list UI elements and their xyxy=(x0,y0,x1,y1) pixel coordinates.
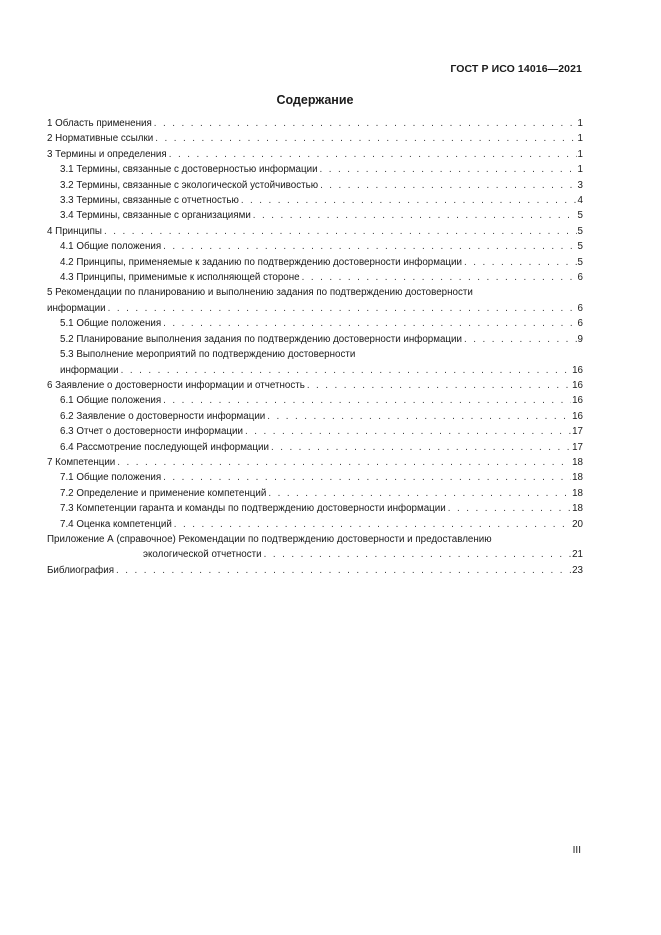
toc-entry[interactable] xyxy=(47,393,583,408)
toc-entry-label-line1[interactable]: Приложение А (справочное) Рекомендации по подтверждению достоверности и предоставлению xyxy=(47,533,492,545)
toc-entry-label: 6.3 Отчет о достоверности информации xyxy=(60,426,243,438)
toc-entry[interactable] xyxy=(47,440,583,455)
toc-entry-page: 16 xyxy=(572,364,583,376)
toc-entry[interactable] xyxy=(47,424,583,439)
toc-entry-label: 7.2 Определение и применение компетенций xyxy=(60,487,267,499)
toc-entry-label: 6.4 Рассмотрение последующей информации xyxy=(60,441,269,453)
toc-leader-dots xyxy=(271,440,571,455)
toc-entry[interactable] xyxy=(47,147,583,162)
toc-entry-page: 16 xyxy=(572,395,583,407)
toc-leader-dots xyxy=(154,116,577,131)
toc-leader-dots xyxy=(169,147,577,162)
toc-entry-page: 9 xyxy=(577,333,583,345)
toc-entry[interactable] xyxy=(47,378,583,393)
toc-entry-page: 4 xyxy=(577,195,583,207)
toc-entry-label: 5.2 Планирование выполнения задания по подтверждению достоверности информации xyxy=(60,333,462,345)
toc-entry-page: 5 xyxy=(577,225,583,237)
toc-entry-page: 1 xyxy=(577,118,583,129)
toc-entry-page: 17 xyxy=(572,441,583,453)
toc-entry-label: 2 Нормативные ссылки xyxy=(47,133,154,145)
toc-entry-page: 5 xyxy=(577,241,583,253)
toc-entry-label: информации xyxy=(60,364,119,376)
toc-entry[interactable] xyxy=(47,455,583,470)
toc-leader-dots xyxy=(253,208,577,223)
table-of-contents xyxy=(47,116,583,578)
page-number: III xyxy=(572,845,581,856)
toc-entry[interactable] xyxy=(47,162,583,177)
toc-entry-label: Библиография xyxy=(47,564,115,576)
toc-entry[interactable] xyxy=(47,131,583,146)
toc-entry-label: 3.2 Термины, связанные с экологической устойчивостью xyxy=(60,179,319,191)
toc-leader-dots xyxy=(241,193,577,208)
toc-entry-page: 18 xyxy=(572,472,583,484)
toc-entry-page: 16 xyxy=(572,379,583,391)
toc-entry[interactable] xyxy=(47,517,583,532)
toc-entry-page: 1 xyxy=(577,133,583,145)
toc-leader-dots xyxy=(302,270,577,285)
toc-entry[interactable] xyxy=(47,409,583,424)
toc-entry[interactable] xyxy=(47,239,583,254)
toc-leader-dots xyxy=(163,470,571,485)
toc-entry-page: 3 xyxy=(577,179,583,191)
toc-leader-dots xyxy=(117,455,571,470)
toc-leader-dots xyxy=(448,501,571,516)
toc-entry-page: 17 xyxy=(572,426,583,438)
toc-entry[interactable] xyxy=(47,270,583,285)
toc-entry-page: 6 xyxy=(577,318,583,330)
toc-leader-dots xyxy=(267,409,571,424)
toc-entry-page: 1 xyxy=(577,148,583,160)
toc-entry-page: 18 xyxy=(572,487,583,499)
toc-leader-dots xyxy=(116,563,571,578)
toc-leader-dots xyxy=(108,301,577,316)
toc-entry-label: 4.3 Принципы, применимые к исполняющей стороне xyxy=(60,272,300,284)
toc-entry-label: 6.2 Заявление о достоверности информации xyxy=(60,410,266,422)
toc-entry-label: 4.2 Принципы, применяемые к заданию по подтверждению достоверности информации xyxy=(60,256,462,268)
toc-entry-label-line1[interactable]: 5.3 Выполнение мероприятий по подтверждению достоверности xyxy=(60,349,356,361)
toc-entry-label: 7.4 Оценка компетенций xyxy=(60,518,172,530)
toc-leader-dots xyxy=(307,378,571,393)
toc-title: Содержание xyxy=(276,93,354,107)
toc-entry-page: 16 xyxy=(572,410,583,422)
toc-entry-label-line1[interactable]: 5 Рекомендации по планированию и выполнению задания по подтверждению достоверности xyxy=(47,287,473,299)
toc-leader-dots xyxy=(464,255,577,270)
toc-entry[interactable] xyxy=(47,178,583,193)
toc-entry-label: информации xyxy=(47,302,106,314)
toc-entry[interactable] xyxy=(47,208,583,223)
toc-entry-label: 3 Термины и определения xyxy=(47,148,167,160)
toc-entry[interactable] xyxy=(47,470,583,485)
toc-leader-dots xyxy=(264,547,572,562)
toc-leader-dots xyxy=(320,162,577,177)
toc-leader-dots xyxy=(104,224,577,239)
toc-entry[interactable] xyxy=(47,316,583,331)
toc-entry[interactable] xyxy=(47,301,583,316)
toc-entry[interactable] xyxy=(47,547,583,562)
toc-entry-label: 7.3 Компетенции гаранта и команды по подтверждению достоверности информации xyxy=(60,503,446,515)
toc-entry-page: 20 xyxy=(572,518,583,530)
toc-entry[interactable] xyxy=(47,563,583,578)
toc-leader-dots xyxy=(155,131,576,146)
toc-entry-label: 3.1 Термины, связанные с достоверностью информации xyxy=(60,164,318,176)
toc-entry-label: 5.1 Общие положения xyxy=(60,318,162,330)
toc-entry-page: 6 xyxy=(577,272,583,284)
toc-entry-label: 7.1 Общие положения xyxy=(60,472,162,484)
toc-entry[interactable] xyxy=(47,224,583,239)
toc-entry[interactable] xyxy=(47,332,583,347)
toc-entry-page: 6 xyxy=(577,302,583,314)
toc-entry-page: 5 xyxy=(577,256,583,268)
toc-entry-label: 1 Область применения xyxy=(47,118,152,129)
toc-entry[interactable] xyxy=(47,363,583,378)
toc-entry-page: 21 xyxy=(572,549,583,561)
toc-entry[interactable] xyxy=(47,193,583,208)
toc-entry-label: 7 Компетенции xyxy=(47,456,116,468)
toc-entry-label: 6 Заявление о достоверности информации и отчетность xyxy=(47,379,305,391)
toc-entry[interactable] xyxy=(47,116,583,131)
toc-leader-dots xyxy=(163,393,571,408)
toc-leader-dots xyxy=(464,332,577,347)
toc-entry-label: 6.1 Общие положения xyxy=(60,395,162,407)
toc-entry[interactable] xyxy=(47,486,583,501)
document-code: ГОСТ Р ИСО 14016—2021 xyxy=(450,63,582,75)
toc-leader-dots xyxy=(121,363,572,378)
toc-entry-label: 4 Принципы xyxy=(47,225,102,237)
toc-entry[interactable] xyxy=(47,501,583,516)
toc-entry[interactable] xyxy=(47,255,583,270)
toc-entry-page: 1 xyxy=(577,164,583,176)
toc-entry-page: 18 xyxy=(572,456,583,468)
toc-entry-page: 5 xyxy=(577,210,583,222)
toc-entry-page: 23 xyxy=(572,564,583,576)
toc-leader-dots xyxy=(163,316,576,331)
toc-leader-dots xyxy=(268,486,571,501)
toc-leader-dots xyxy=(163,239,576,254)
toc-leader-dots xyxy=(174,517,571,532)
toc-entry-label: 3.3 Термины, связанные с отчетностью xyxy=(60,195,239,207)
toc-entry-label: 3.4 Термины, связанные с организациями xyxy=(60,210,251,222)
toc-leader-dots xyxy=(245,424,571,439)
toc-entry-page: 18 xyxy=(572,503,583,515)
toc-entry-label: 4.1 Общие положения xyxy=(60,241,162,253)
toc-entry-label: экологической отчетности xyxy=(143,549,262,561)
toc-leader-dots xyxy=(320,178,576,193)
